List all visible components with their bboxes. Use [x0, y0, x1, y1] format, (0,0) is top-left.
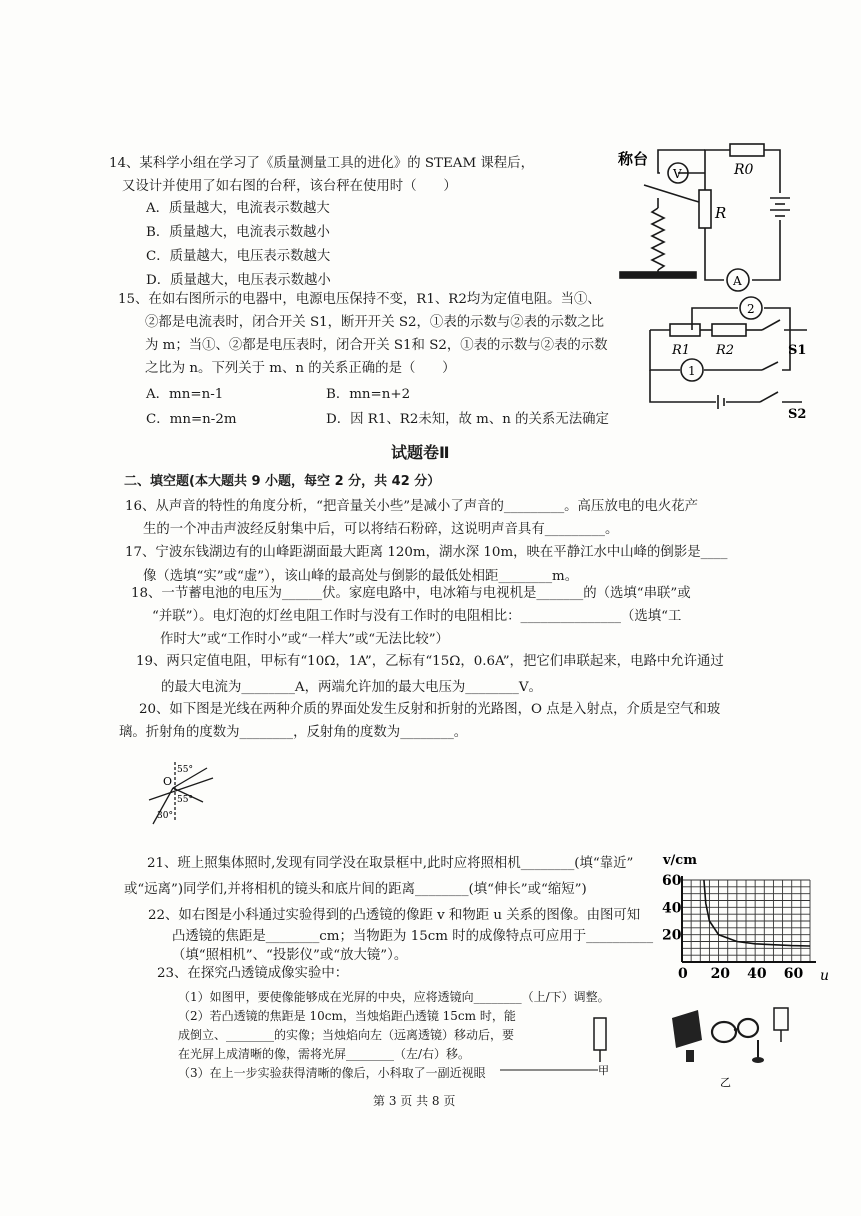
q14-line1: 14、某科学小组在学习了《质量测量工具的进化》的 STEAM 课程后，: [109, 156, 534, 171]
x-tick-label: 40: [747, 966, 767, 982]
screen-symbol: [774, 1008, 788, 1030]
meter-2-label: 2: [747, 302, 755, 316]
q21-line2: 或“远离”)同学们,并将相机的镜头和底片间的距离________(填“伸长”或“缩短”): [124, 882, 587, 897]
q22-image-distance-chart: [660, 850, 830, 985]
chart-series: [704, 880, 810, 946]
q14-option-d: D．质量越大，电压表示数越小: [146, 273, 331, 288]
angle-mid-label: 55°: [177, 795, 193, 805]
q14-option-a: A．质量越大，电流表示数越大: [146, 201, 330, 216]
q15-option-d: D．因 R1、R2未知，故 m、n 的关系无法确定: [326, 412, 609, 427]
s1-label: S1: [788, 343, 807, 358]
x-tick-label: 20: [710, 966, 731, 982]
y-tick-label: 20: [662, 927, 682, 944]
candle-box-symbol: [672, 1010, 702, 1048]
q23-line6: （3）在上一步实验获得清晰的像后，小科取了一副近视眼: [178, 1066, 486, 1080]
chart-grid: [682, 880, 810, 962]
angle-bottom-label: 30°: [157, 811, 173, 821]
q14-line2: 又设计并使用了如右图的台秤，该台秤在使用时（ ）: [122, 179, 457, 194]
chart-x-axis-label: u: [820, 968, 830, 984]
figure-yi-label: 乙: [720, 1076, 731, 1089]
r0-label: R0: [734, 162, 754, 178]
q14-option-c: C．质量越大，电压表示数越大: [146, 249, 331, 264]
section2-heading: 二、填空题(本大题共 9 小题，每空 2 分，共 42 分）: [124, 474, 441, 489]
series-curve: [704, 880, 810, 946]
q20-line1: 20、如下图是光线在两种介质的界面处发生反射和折射的光路图，O 点是入射点，介质是空气和玻: [139, 702, 721, 717]
x-tick-label: 60: [783, 966, 804, 982]
y-tick-label: 40: [662, 900, 682, 917]
y-tick-label: 60: [662, 873, 682, 889]
q23-line3: （2）若凸透镜的焦距是 10cm，当烛焰距凸透镜 15cm 时，能: [178, 1009, 516, 1023]
q23-line1: 23、在探究凸透镜成像实验中：: [157, 966, 349, 981]
q21-line1: 21、班上照集体照时,发现有同学没在取景框中,此时应将照相机________(填“靠近”: [147, 856, 634, 871]
r2-label: R2: [716, 343, 735, 358]
angle-top-label: 55°: [177, 765, 193, 775]
q22-line3: （填“照相机”、“投影仪”或“放大镜”）。: [172, 948, 408, 963]
q15-option-c: C．mn=n-2m: [146, 412, 237, 427]
chart-axes: [682, 876, 816, 962]
glasses-right-lens: [738, 1019, 758, 1037]
q17-line1: 17、宁波东钱湖边有的山峰距湖面最大距离 120m，湖水深 10m，映在平静江水中山峰的倒影是____: [125, 545, 728, 560]
ammeter-label: A: [733, 274, 742, 288]
q15-line1: 15、在如右图所示的电器中，电源电压保持不变，R1、R2均为定值电阻。当①、: [118, 292, 601, 307]
q14-option-b: B．质量越大，电流表示数越小: [146, 225, 330, 240]
scale-label: 称台: [618, 150, 649, 168]
figure-jia-label: 甲: [598, 1064, 609, 1077]
q23-line2: （1）如图甲，要使像能够成在光屏的中央，应将透镜向________（上/下）调整。: [178, 990, 610, 1004]
r1-label: R1: [672, 343, 691, 358]
point-o-label: O: [163, 775, 173, 788]
q17-line2: 像（选填“实”或“虚”），该山峰的最高处与倒影的最低处相距________m。: [143, 569, 579, 584]
q23-figure-yi: [662, 1000, 807, 1090]
q23-figure-jia: [480, 1010, 620, 1085]
q15-option-a: A．mn=n-1: [146, 387, 224, 402]
q15-option-b: B．mn=n+2: [326, 387, 411, 402]
r-label: R: [715, 204, 727, 222]
light-screen-symbol: [594, 1018, 606, 1050]
q20-light-path-diagram: [145, 758, 215, 828]
s2-label: S2: [788, 407, 807, 422]
q18-line3: 作时大”或“工作时小”或“一样大”或“无法比较”）: [160, 632, 449, 647]
page-footer: 第 3 页 共 8 页: [373, 1094, 456, 1108]
x-tick-label: 0: [678, 966, 688, 982]
q15-circuit-diagram: [642, 292, 817, 422]
q19-line2: 的最大电流为________A，两端允许加的最大电压为________V。: [161, 680, 542, 695]
glasses-left-lens: [712, 1022, 736, 1042]
voltmeter-label: V: [673, 167, 682, 181]
q15-line2: ②都是电流表时，闭合开关 S1，断开开关 S2，①表的示数与②表的示数之比: [145, 315, 605, 330]
q23-line4: 成倒立、________的实像；当烛焰向左（远离透镜）移动后，要: [178, 1028, 515, 1042]
chart-y-axis-label: v/cm: [663, 853, 697, 868]
q16-line1: 16、从声音的特性的角度分析，“把音量关小些”是减小了声音的_________。高压放电的电火花产: [125, 499, 699, 514]
q23-line5: 在光屏上成清晰的像，需将光屏________（左/右）移。: [178, 1047, 471, 1061]
meter-1-label: 1: [688, 364, 696, 378]
q15-line3: 为 m；当①、②都是电压表时，闭合开关 S1和 S2，①表的示数与②表的示数: [145, 338, 608, 353]
q14-scale-circuit-diagram: [612, 138, 802, 298]
section-title: 试题卷Ⅱ: [391, 443, 450, 462]
q18-line2: “并联”）。电灯泡的灯丝电阻工作时与没有工作时的电阻相比：_______________（选填“工: [152, 609, 682, 624]
q18-line1: 18、一节蓄电池的电压为______伏。家庭电路中，电冰箱与电视机是_______的（选填“串联”或: [131, 586, 691, 601]
q19-line1: 19、两只定值电阻，甲标有“10Ω，1A”，乙标有“15Ω，0.6A”，把它们串联起来，电路中允许通过: [136, 654, 724, 669]
q20-line2: 璃。折射角的度数为________，反射角的度数为________。: [119, 725, 468, 740]
q22-line2: 凸透镜的焦距是________cm；当物距为 15cm 时的成像特点可应用于__________: [172, 929, 654, 944]
q16-line2: 生的一个冲击声波经反射集中后，可以将结石粉碎，这说明声音具有_________。: [143, 522, 619, 537]
q22-line1: 22、如右图是小科通过实验得到的凸透镜的像距 v 和物距 u 关系的图像。由图可知: [148, 908, 641, 923]
q15-line4: 之比为 n。下列关于 m、n 的关系正确的是（ ）: [145, 361, 456, 376]
